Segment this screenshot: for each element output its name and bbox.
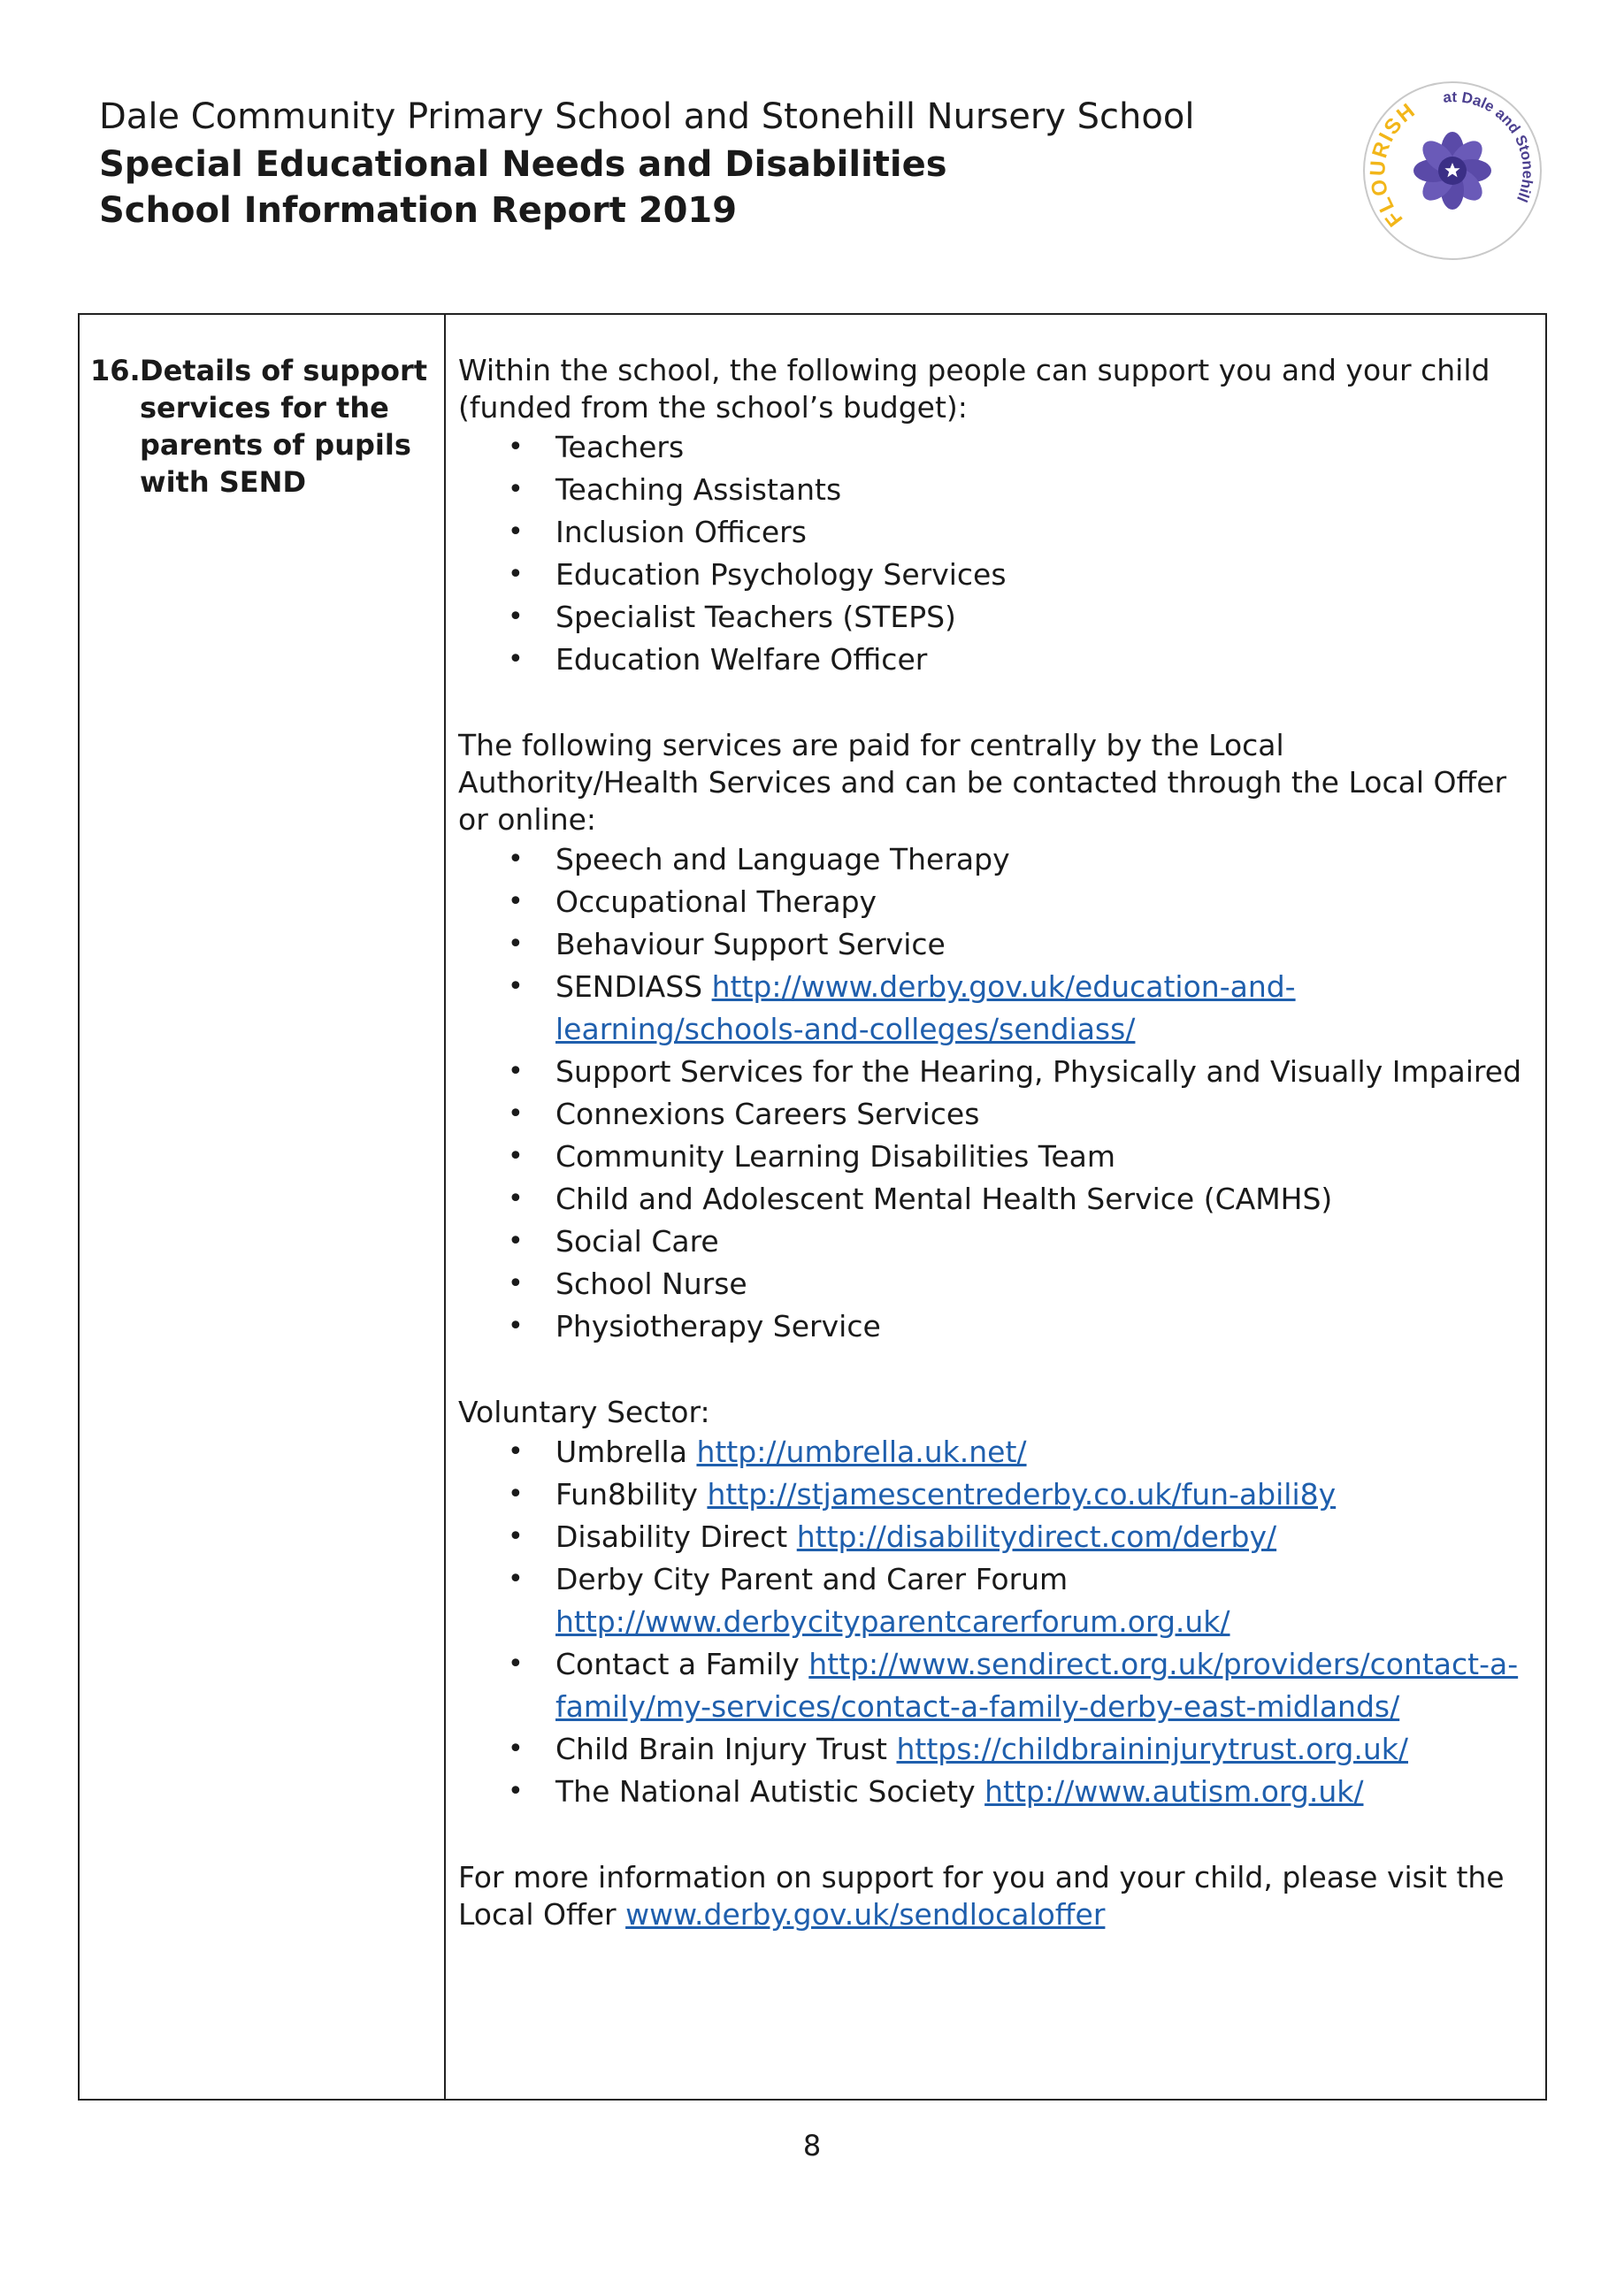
bullet-icon: • xyxy=(508,1436,524,1467)
list-item xyxy=(458,426,1524,469)
list-item-link[interactable]: http://stjamescentrederby.co.uk/fun-abili8y xyxy=(707,1477,1337,1512)
bullet-icon: • xyxy=(508,1056,524,1087)
local-offer-link[interactable]: www.derby.gov.uk/sendlocaloffer xyxy=(625,1897,1106,1932)
document-header xyxy=(99,92,1337,233)
bullet-icon: • xyxy=(508,1733,524,1764)
list-item xyxy=(458,881,1524,923)
list-item-text: Inclusion Officers xyxy=(555,515,807,549)
list-item xyxy=(458,1728,1524,1771)
list-item xyxy=(458,1771,1524,1813)
bullet-icon: • xyxy=(508,1268,524,1299)
list-item-text: Occupational Therapy xyxy=(555,884,877,919)
list-item-text: Contact a Family xyxy=(555,1647,800,1681)
list-item-link[interactable]: http://disabilitydirect.com/derby/ xyxy=(796,1519,1277,1554)
bullet-icon: • xyxy=(508,1564,524,1595)
list-item-text: Teaching Assistants xyxy=(555,472,842,507)
list-item xyxy=(458,1431,1524,1473)
intro-paragraph: Within the school, the following people can support you and your child (funded from the school’s budget): xyxy=(458,353,1490,425)
page-number: 8 xyxy=(802,2129,822,2162)
list-item-text: Fun8bility xyxy=(555,1477,698,1512)
bullet-icon: • xyxy=(508,1226,524,1257)
list-item xyxy=(458,1136,1524,1178)
bullet-icon: • xyxy=(508,1311,524,1342)
bullet-icon: • xyxy=(508,517,524,547)
bullet-icon: • xyxy=(508,971,524,1002)
list-item xyxy=(458,1558,1524,1643)
list-item xyxy=(458,1093,1524,1136)
closing-paragraph xyxy=(458,1859,1524,1933)
list-item-text: SENDIASS xyxy=(555,969,703,1004)
section-heading-cell xyxy=(80,315,446,2099)
list-item xyxy=(458,596,1524,639)
bullet-icon: • xyxy=(508,1183,524,1214)
bullet-icon: • xyxy=(508,886,524,917)
list-item-link[interactable]: http://www.derby.gov.uk/education-and-learning/schools-and-colleges/sendiass/ xyxy=(555,969,1296,1046)
list-item-text: Umbrella xyxy=(555,1435,687,1469)
list-item-link[interactable]: http://www.derbycityparentcarerforum.org.uk/ xyxy=(555,1604,1230,1639)
bullet-icon: • xyxy=(508,1649,524,1680)
section-title: Details of support services for the parents of pupils with SEND xyxy=(140,354,428,499)
logo-and-stonehill: and Stonehill xyxy=(1492,104,1536,205)
report-title-line-2: School Information Report 2019 xyxy=(99,190,738,231)
list-item xyxy=(458,1221,1524,1263)
bullet-icon: • xyxy=(508,929,524,960)
information-table xyxy=(78,313,1547,2101)
list-item-text: Speech and Language Therapy xyxy=(555,842,1010,876)
list-item-link[interactable]: http://www.sendirect.org.uk/providers/contact-a-family/my-services/contact-a-family-derby-east-midlands/ xyxy=(555,1647,1519,1724)
logo-flourish-path: FLOURISH xyxy=(1366,97,1421,232)
report-title-line-1: Special Educational Needs and Disabilities xyxy=(99,144,947,185)
list-item-link[interactable]: http://www.autism.org.uk/ xyxy=(984,1774,1364,1809)
bullet-icon: • xyxy=(508,474,524,505)
bullet-icon: • xyxy=(508,844,524,875)
list-item xyxy=(458,469,1524,511)
list-item xyxy=(458,1473,1524,1516)
list-item xyxy=(458,1516,1524,1558)
list-item xyxy=(458,1263,1524,1305)
list-item-text: Disability Direct xyxy=(555,1519,788,1554)
list-item-text: Specialist Teachers (STEPS) xyxy=(555,600,956,634)
list-item-text: Education Psychology Services xyxy=(555,557,1007,592)
bullet-icon: • xyxy=(508,1521,524,1552)
section-number: 16. xyxy=(90,354,141,387)
list-item-text: The National Autistic Society xyxy=(555,1774,976,1809)
list-item xyxy=(458,639,1524,681)
list-item-text: Child Brain Injury Trust xyxy=(555,1732,887,1766)
list-item xyxy=(458,923,1524,966)
bullet-icon: • xyxy=(508,644,524,675)
bullet-icon: • xyxy=(508,1479,524,1510)
central-services-intro: The following services are paid for centrally by the Local Authority/Health Services and can be contacted through the Local Offer or online: xyxy=(458,728,1507,837)
central-services-list xyxy=(458,838,1524,1348)
list-item-link[interactable]: http://umbrella.uk.net/ xyxy=(696,1435,1027,1469)
list-item xyxy=(458,1051,1524,1093)
list-item-text: Physiotherapy Service xyxy=(555,1309,881,1343)
bullet-icon: • xyxy=(508,601,524,632)
section-heading xyxy=(90,352,435,501)
bullet-icon: • xyxy=(508,559,524,590)
bullet-icon: • xyxy=(508,432,524,463)
school-name: Dale Community Primary School and Stonehill Nursery School xyxy=(99,96,1195,137)
list-item-text: School Nurse xyxy=(555,1267,747,1301)
list-item-text: Connexions Careers Services xyxy=(555,1097,980,1131)
school-funded-list xyxy=(458,426,1524,681)
list-item-text: Social Care xyxy=(555,1224,719,1259)
list-item xyxy=(458,1305,1524,1348)
section-content-cell xyxy=(446,315,1545,2099)
voluntary-sector-label: Voluntary Sector: xyxy=(458,1395,710,1429)
list-item-link[interactable]: https://childbraininjurytrust.org.uk/ xyxy=(896,1732,1408,1766)
bullet-icon: • xyxy=(508,1098,524,1129)
list-item-text: Derby City Parent and Carer Forum xyxy=(555,1562,1069,1596)
list-item xyxy=(458,511,1524,554)
list-item-text: Child and Adolescent Mental Health Service (CAMHS) xyxy=(555,1182,1333,1216)
list-item xyxy=(458,1178,1524,1221)
list-item xyxy=(458,966,1524,1051)
bullet-icon: • xyxy=(508,1776,524,1807)
list-item-text: Support Services for the Hearing, Physically and Visually Impaired xyxy=(555,1054,1522,1089)
flourish-logo xyxy=(1360,78,1545,264)
list-item-text: Teachers xyxy=(555,430,685,464)
logo-flower-icon xyxy=(1413,132,1491,210)
list-item xyxy=(458,838,1524,881)
list-item-text: Education Welfare Officer xyxy=(555,642,928,677)
list-item xyxy=(458,1643,1524,1728)
bullet-icon: • xyxy=(508,1141,524,1172)
closing-text: For more information on support for you and your child, please visit the Local Offer xyxy=(458,1860,1505,1932)
voluntary-sector-list xyxy=(458,1431,1524,1813)
logo-at-dale: at Dale xyxy=(1442,88,1498,116)
list-item-text: Community Learning Disabilities Team xyxy=(555,1139,1115,1174)
list-item xyxy=(458,554,1524,596)
list-item-text: Behaviour Support Service xyxy=(555,927,946,961)
